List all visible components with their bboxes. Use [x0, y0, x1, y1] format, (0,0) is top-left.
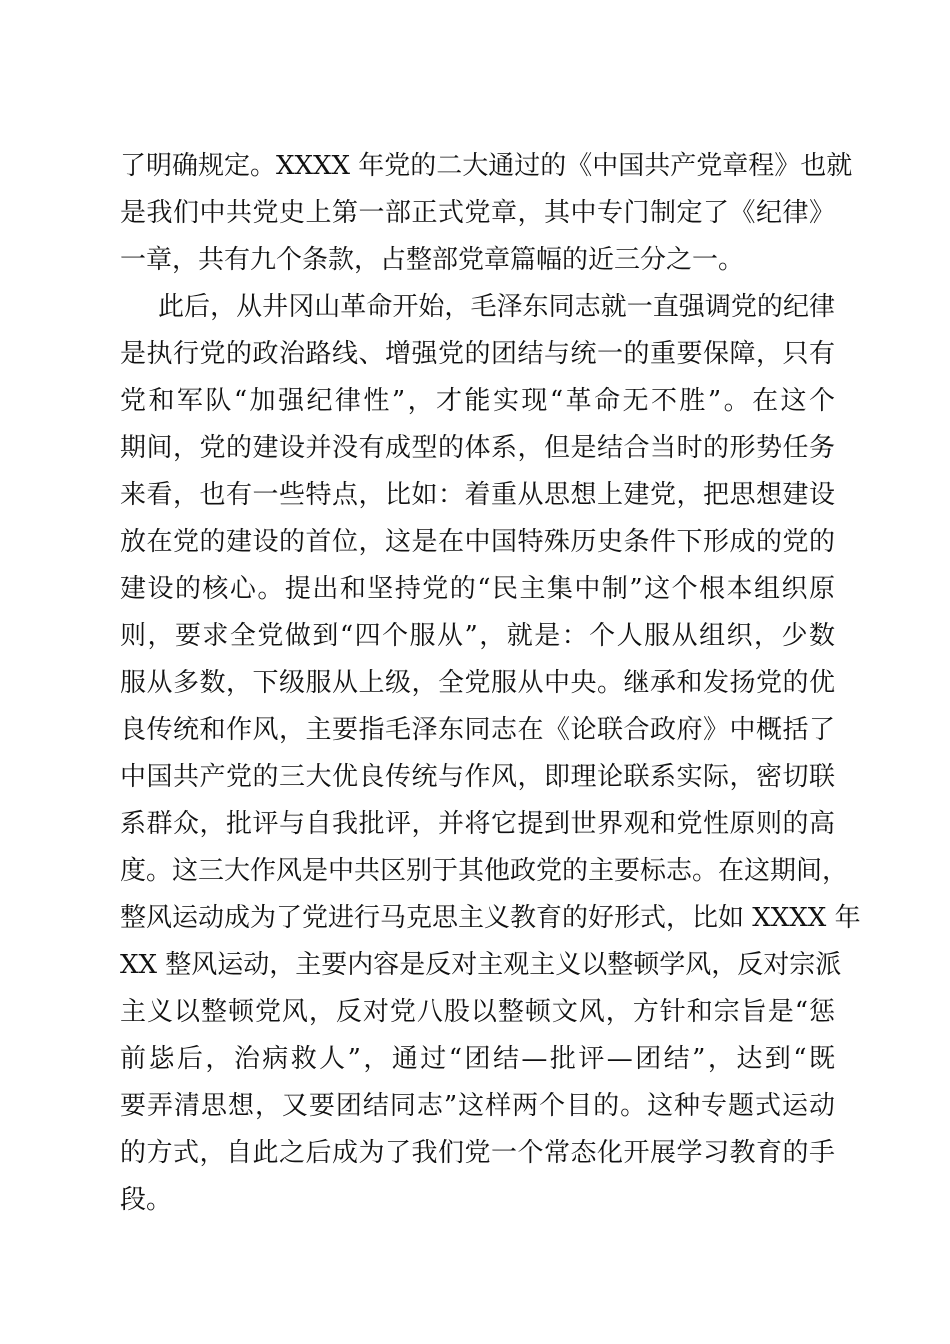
text-line: XX 整风运动，主要内容是反对主观主义以整顿学风，反对宗派 — [120, 950, 842, 980]
text-line: 系群众，批评与自我批评，并将它提到世界观和党性原则的高 — [120, 809, 835, 839]
body-text — [120, 143, 861, 1224]
text-line: 服从多数，下级服从上级，全党服从中央。继承和发扬党的优 — [120, 668, 835, 698]
text-line: 整风运动成为了党进行马克思主义教育的好形式，比如 XXXX 年 — [120, 903, 861, 933]
text-line: 主义以整顿党风，反对党八股以整顿文风，方针和宗旨是“惩 — [120, 997, 835, 1027]
text-line: 的方式，自此之后成为了我们党一个常态化开展学习教育的手 — [120, 1138, 835, 1168]
text-line: 度。这三大作风是中共区别于其他政党的主要标志。在这期间， — [120, 856, 849, 886]
text-line: 良传统和作风，主要指毛泽东同志在《论联合政府》中概括了 — [120, 715, 835, 745]
text-line: 放在党的建设的首位，这是在中国特殊历史条件下形成的党的 — [120, 527, 835, 557]
text-line: 是执行党的政治路线、增强党的团结与统一的重要保障，只有 — [120, 339, 835, 369]
text-line: 期间，党的建设并没有成型的体系，但是结合当时的形势任务 — [120, 433, 835, 463]
text-line: 段。 — [120, 1185, 173, 1215]
text-line: 此后，从井冈山革命开始，毛泽东同志就一直强调党的纪律 — [158, 292, 835, 322]
text-line: 则，要求全党做到“四个服从”，就是：个人服从组织，少数 — [120, 621, 835, 651]
text-line: 前毖后，治病救人”，通过“团结—批评—团结”，达到“既 — [120, 1044, 835, 1074]
text-line: 党和军队“加强纪律性”，才能实现“革命无不胜”。在这个 — [120, 386, 835, 416]
text-line: 了明确规定。XXXX 年党的二大通过的《中国共产党章程》也就 — [120, 151, 853, 181]
text-line: 来看，也有一些特点，比如：着重从思想上建党，把思想建设 — [120, 480, 835, 510]
text-line: 建设的核心。提出和坚持党的“民主集中制”这个根本组织原 — [120, 574, 835, 604]
text-line: 中国共产党的三大优良传统与作风，即理论联系实际，密切联 — [120, 762, 835, 792]
text-line: 要弄清思想，又要团结同志”这样两个目的。这种专题式运动 — [120, 1091, 835, 1121]
text-line: 是我们中共党史上第一部正式党章，其中专门制定了《纪律》 — [120, 198, 835, 228]
text-line: 一章，共有九个条款，占整部党章篇幅的近三分之一。 — [120, 245, 745, 275]
